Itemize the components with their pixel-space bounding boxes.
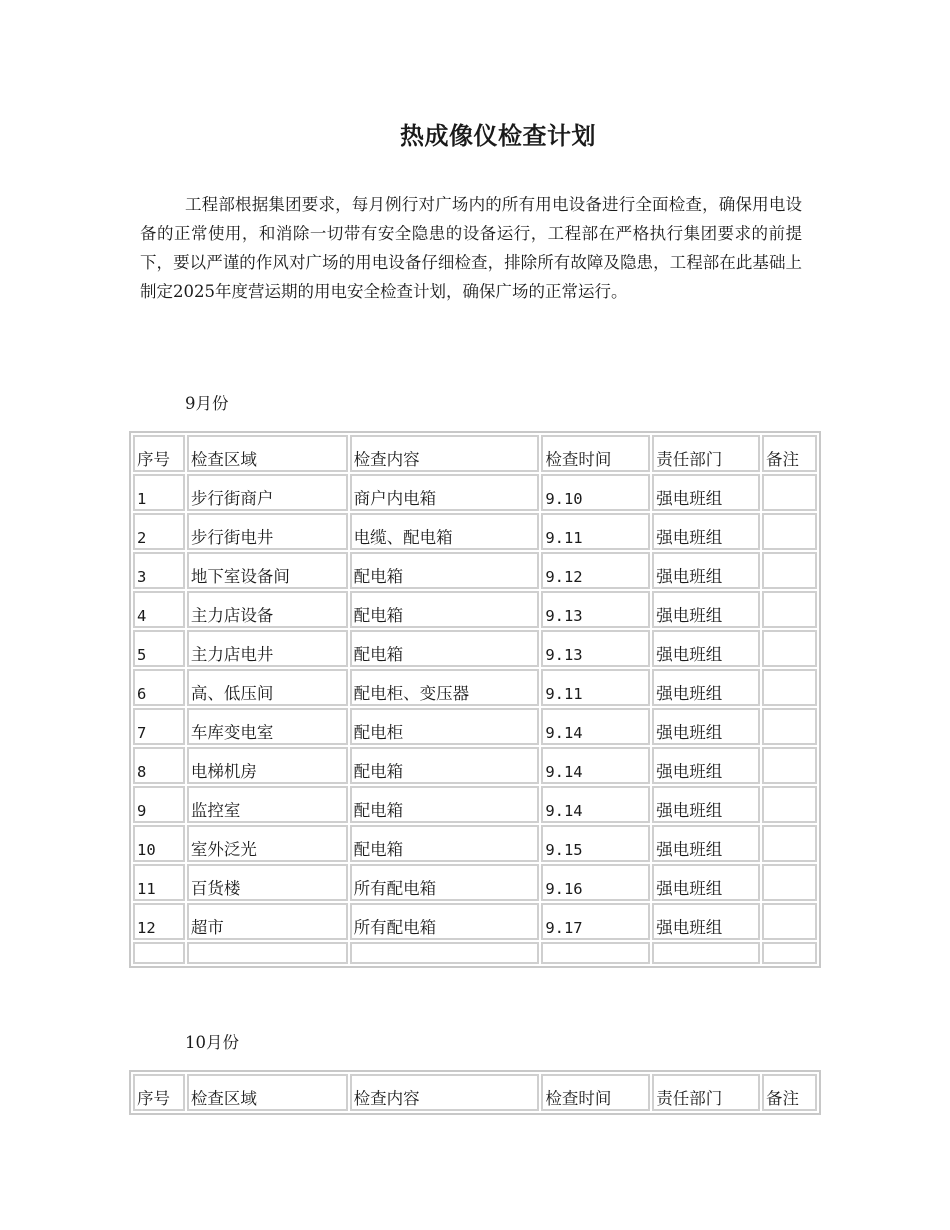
empty-cell	[350, 942, 540, 964]
cell-time: 9.14	[541, 708, 650, 745]
cell-area: 地下室设备间	[187, 552, 348, 589]
header-seq: 序号	[133, 435, 185, 472]
cell-remarks	[762, 474, 817, 511]
table-row	[133, 552, 817, 589]
cell-content: 电缆、配电箱	[350, 513, 540, 550]
cell-content: 配电箱	[350, 630, 540, 667]
cell-content: 配电箱	[350, 825, 540, 862]
cell-remarks	[762, 669, 817, 706]
cell-content: 所有配电箱	[350, 864, 540, 901]
cell-time: 9.11	[541, 513, 650, 550]
document-title: 热成像仪检查计划	[400, 121, 596, 150]
cell-seq: 12	[133, 903, 185, 940]
table-row	[133, 786, 817, 823]
cell-seq: 11	[133, 864, 185, 901]
cell-seq: 9	[133, 786, 185, 823]
header-content: 检查内容	[350, 435, 540, 472]
cell-time: 9.13	[541, 630, 650, 667]
cell-time: 9.11	[541, 669, 650, 706]
cell-department: 强电班组	[652, 513, 760, 550]
intro-paragraph: 工程部根据集团要求，每月例行对广场内的所有用电设备进行全面检查，确保用电设备的正常使用，和消除一切带有安全隐患的设备运行，工程部在严格执行集团要求的前提下，要以严谨的作风对广场的用电设备仔细检查，排除所有故障及隐患，工程部在此基础上制定2025年度营运期的用电安全检查计划，确保广场的正常运行。	[140, 195, 802, 301]
cell-seq: 4	[133, 591, 185, 628]
september-heading: 9月份	[185, 394, 229, 413]
header-department: 责任部门	[652, 435, 760, 472]
cell-time: 9.13	[541, 591, 650, 628]
header-remarks: 备注	[762, 435, 817, 472]
empty-cell	[652, 942, 760, 964]
cell-department: 强电班组	[652, 669, 760, 706]
cell-seq: 8	[133, 747, 185, 784]
header-time: 检查时间	[541, 1074, 650, 1111]
table-row	[133, 747, 817, 784]
table-header-row	[133, 435, 817, 472]
cell-area: 步行街商户	[187, 474, 348, 511]
header-area: 检查区域	[187, 1074, 348, 1111]
cell-content: 配电箱	[350, 591, 540, 628]
cell-department: 强电班组	[652, 708, 760, 745]
october-heading: 10月份	[185, 1033, 239, 1052]
cell-department: 强电班组	[652, 864, 760, 901]
cell-content: 配电柜	[350, 708, 540, 745]
cell-department: 强电班组	[652, 903, 760, 940]
cell-seq: 3	[133, 552, 185, 589]
cell-seq: 2	[133, 513, 185, 550]
cell-area: 电梯机房	[187, 747, 348, 784]
table-row	[133, 864, 817, 901]
header-time: 检查时间	[541, 435, 650, 472]
cell-area: 室外泛光	[187, 825, 348, 862]
header-seq: 序号	[133, 1074, 185, 1111]
header-area: 检查区域	[187, 435, 348, 472]
table-row	[133, 630, 817, 667]
cell-time: 9.15	[541, 825, 650, 862]
table-row	[133, 669, 817, 706]
cell-area: 百货楼	[187, 864, 348, 901]
table-row	[133, 903, 817, 940]
cell-area: 超市	[187, 903, 348, 940]
cell-remarks	[762, 786, 817, 823]
table-row	[133, 825, 817, 862]
cell-remarks	[762, 552, 817, 589]
cell-department: 强电班组	[652, 474, 760, 511]
cell-remarks	[762, 864, 817, 901]
september-inspection-table	[129, 431, 821, 968]
cell-remarks	[762, 591, 817, 628]
cell-seq: 10	[133, 825, 185, 862]
cell-remarks	[762, 903, 817, 940]
cell-time: 9.14	[541, 786, 650, 823]
cell-seq: 6	[133, 669, 185, 706]
empty-table-row	[133, 942, 817, 964]
cell-department: 强电班组	[652, 786, 760, 823]
cell-department: 强电班组	[652, 630, 760, 667]
cell-time: 9.17	[541, 903, 650, 940]
empty-cell	[762, 942, 817, 964]
cell-content: 配电柜、变压器	[350, 669, 540, 706]
cell-seq: 7	[133, 708, 185, 745]
cell-time: 9.14	[541, 747, 650, 784]
cell-seq: 5	[133, 630, 185, 667]
cell-area: 车库变电室	[187, 708, 348, 745]
october-inspection-table	[129, 1070, 821, 1115]
cell-content: 配电箱	[350, 552, 540, 589]
cell-department: 强电班组	[652, 825, 760, 862]
empty-cell	[133, 942, 185, 964]
cell-content: 商户内电箱	[350, 474, 540, 511]
table-row	[133, 513, 817, 550]
empty-cell	[541, 942, 650, 964]
cell-seq: 1	[133, 474, 185, 511]
cell-department: 强电班组	[652, 552, 760, 589]
header-content: 检查内容	[350, 1074, 540, 1111]
cell-department: 强电班组	[652, 747, 760, 784]
cell-area: 步行街电井	[187, 513, 348, 550]
cell-time: 9.16	[541, 864, 650, 901]
cell-remarks	[762, 630, 817, 667]
cell-content: 配电箱	[350, 786, 540, 823]
cell-time: 9.10	[541, 474, 650, 511]
cell-area: 主力店设备	[187, 591, 348, 628]
cell-area: 主力店电井	[187, 630, 348, 667]
table-row	[133, 591, 817, 628]
header-remarks: 备注	[762, 1074, 817, 1111]
cell-remarks	[762, 513, 817, 550]
cell-remarks	[762, 825, 817, 862]
empty-cell	[187, 942, 348, 964]
cell-time: 9.12	[541, 552, 650, 589]
cell-content: 配电箱	[350, 747, 540, 784]
cell-area: 监控室	[187, 786, 348, 823]
header-department: 责任部门	[652, 1074, 760, 1111]
cell-department: 强电班组	[652, 591, 760, 628]
cell-remarks	[762, 747, 817, 784]
cell-area: 高、低压间	[187, 669, 348, 706]
table-row	[133, 474, 817, 511]
table-header-row	[133, 1074, 817, 1111]
cell-remarks	[762, 708, 817, 745]
table-row	[133, 708, 817, 745]
cell-content: 所有配电箱	[350, 903, 540, 940]
